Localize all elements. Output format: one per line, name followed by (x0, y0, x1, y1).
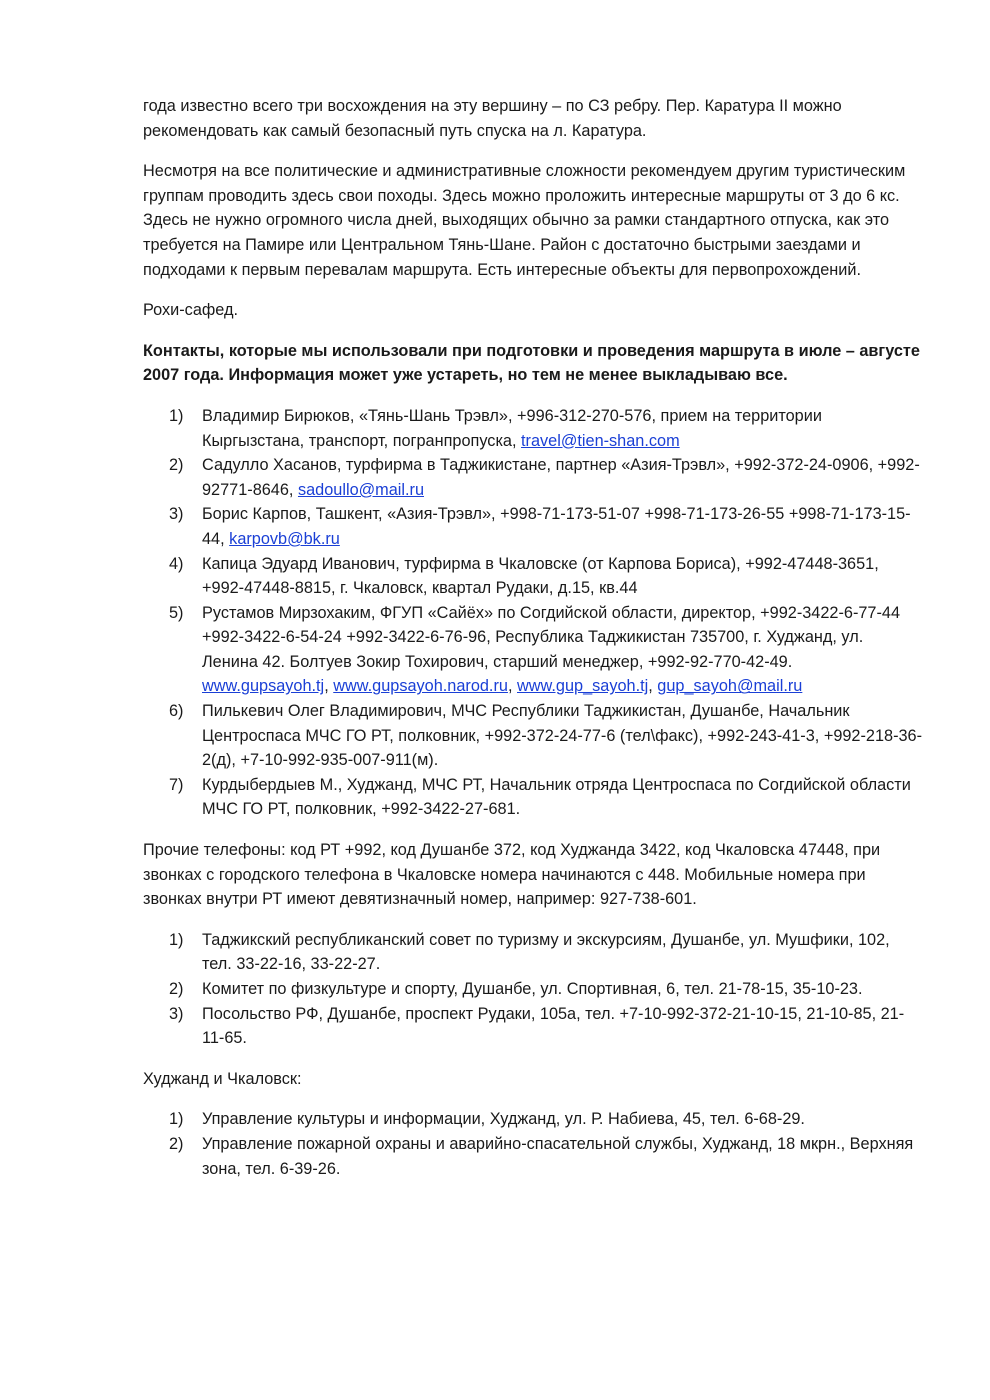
contact-text: Садулло Хасанов, турфирма в Таджикистане, партнер «Азия-Трэвл», +992-372-24-0906, +992-92771-8646, (202, 456, 920, 499)
list-item-text: Таджикский республиканский совет по туризму и экскурсиям, Душанбе, ул. Мушфики, 102, тел. 33-22-16, 33-22-27. (202, 930, 890, 974)
khujand-heading: Худжанд и Чкаловск: (143, 1069, 302, 1088)
dushanbe-list (143, 928, 923, 1051)
contacts-list (143, 404, 923, 822)
contact-item-1 (143, 404, 923, 453)
link-separator: , (324, 677, 334, 696)
list-item (143, 1002, 923, 1051)
list-item-text: Управление культуры и информации, Худжанд, ул. Р. Набиева, 45, тел. 6-68-29. (202, 1110, 805, 1129)
list-item-text: Управление пожарной охраны и аварийно-спасательной службы, Худжанд, 18 мкрн., Верхняя зона, тел. 6-39-26. (202, 1134, 914, 1178)
link-separator: , (507, 677, 517, 696)
khujand-list (143, 1107, 923, 1181)
list-number: 2) (169, 456, 184, 475)
list-item-text: Комитет по физкультуре и спорту, Душанбе, ул. Спортивная, 6, тел. 21-78-15, 35-10-23. (202, 980, 863, 998)
email-link[interactable]: gup_sayoh@mail.ru (657, 677, 803, 696)
list-item (143, 1107, 923, 1132)
email-link[interactable]: karpovb@bk.ru (229, 529, 340, 548)
email-link[interactable]: sadoullo@mail.ru (297, 480, 424, 499)
contact-text: Пилькевич Олег Владимирович, МЧС Республики Таджикистан, Душанбе, Начальник Центроспаса МЧС ГО РТ, полковник, +992-372-24-77-6 (тел\факс), +992-243-41-3, +992-218-36-2(д), +7-10-992-935-007-911(м). (202, 702, 923, 770)
contact-text: Рустамов Мирзохаким, ФГУП «Сайёх» по Согдийской области, директор, +992-3422-6-77-44 +992-3422-6-54-24 +992-3422-6-76-96, Республика Таджикистан 735700, г. Худжанд, ул. Ленина 42. Болтуев Зокир Тохирович, старший менеджер, +992-92-770-42-49. (202, 603, 901, 671)
list-item (143, 928, 923, 977)
list-number: 1) (169, 930, 184, 949)
list-number: 2) (169, 1134, 184, 1153)
list-number: 3) (169, 505, 184, 524)
contact-item-5 (143, 601, 923, 699)
contact-item-7 (143, 773, 923, 822)
list-number: 6) (169, 702, 184, 721)
contact-item-4 (143, 552, 923, 601)
website-link[interactable]: www.gup_sayoh.tj (517, 677, 649, 696)
list-item (143, 977, 923, 1002)
list-number: 7) (169, 775, 184, 794)
contacts-heading: Контакты, которые мы использовали при подготовки и проведения маршрута в июле – августе 2007 года. Информация может уже устареть, но тем не менее выкладываю все. (143, 341, 920, 385)
contact-item-3 (143, 502, 923, 551)
list-item (143, 1132, 923, 1181)
list-number: 3) (169, 1004, 184, 1023)
list-number: 4) (169, 554, 184, 573)
list-item-text: Посольство РФ, Душанбе, проспект Рудаки, 105а, тел. +7-10-992-372-21-10-15, 21-10-85, 21-11-65. (202, 1004, 905, 1048)
contact-text: Борис Карпов, Ташкент, «Азия-Трэвл», +998-71-173-51-07 +998-71-173-26-55 +998-71-173-15-44, (202, 505, 911, 548)
contact-text: Капица Эдуард Иванович, турфирма в Чкаловске (от Карпова Бориса), +992-47448-3651, +992-47448-8815, г. Чкаловск, квартал Рудаки, д.15, кв.44 (202, 554, 879, 598)
paragraph-ascents: года известно всего три восхождения на эту вершину – по СЗ ребру. Пер. Каратура II можно рекомендовать как самый безопасный путь спуска на л. Каратура. (143, 97, 842, 140)
contact-item-6 (143, 699, 923, 773)
link-separator: , (648, 677, 658, 696)
paragraph-rokhi-safed: Рохи-сафед. (143, 301, 238, 320)
contact-text: Курдыбердыев М., Худжанд, МЧС РТ, Начальник отряда Центроспаса по Согдийской области МЧС ГО РТ, полковник, +992-3422-27-681. (202, 775, 911, 819)
paragraph-phone-codes: Прочие телефоны: код РТ +992, код Душанбе 372, код Худжанда 3422, код Чкаловска 47448, при звонках с городского телефона в Чкаловске номера начинаются с 448. Мобильные номера при звонках внутри РТ имеют девятизначный номер, например: 927-738-601. (143, 841, 881, 909)
paragraph-recommendation: Несмотря на все политические и административные сложности рекомендуем другим туристическим группам проводить здесь свои походы. Здесь можно проложить интересные маршруты от 3 до 6 кс. Здесь не нужно огромного числа дней, выходящих обычно за рамки стандартного отпуска, как это требуется на Памире или Центральном Тянь-Шане. Район с достаточно быстрыми заездами и подходами к первым перевалам маршрута. Есть интересные объекты для первопрохождений. (143, 162, 906, 279)
list-number: 5) (169, 603, 184, 622)
email-link[interactable]: travel@tien-shan.com (521, 431, 680, 450)
list-number: 1) (169, 1110, 184, 1129)
website-link[interactable]: www.gupsayoh.tj (202, 677, 325, 696)
document-page (143, 94, 923, 1197)
website-link[interactable]: www.gupsayoh.narod.ru (333, 677, 508, 696)
list-number: 1) (169, 406, 184, 425)
contact-text: Владимир Бирюков, «Тянь-Шань Трэвл», +996-312-270-576, прием на территории Кыргызстана, транспорт, погранпропуска, (202, 406, 822, 450)
list-number: 2) (169, 980, 184, 998)
contact-item-2 (143, 453, 923, 502)
